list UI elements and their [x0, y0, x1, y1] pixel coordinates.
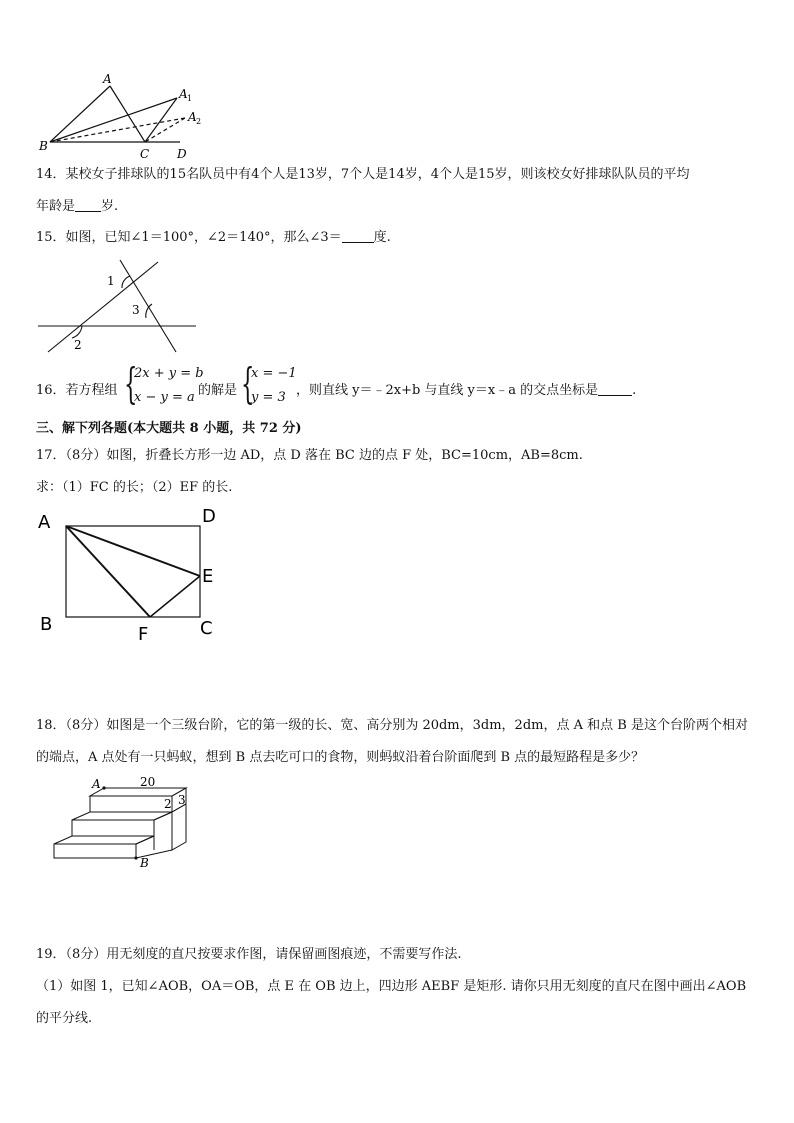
figure-staircase-q18	[46, 776, 196, 868]
question-19-text-3: 的平分线.	[36, 1011, 93, 1026]
answer-blank-14[interactable]	[75, 198, 101, 212]
label-A: A	[38, 512, 51, 533]
label-C: C	[200, 618, 213, 639]
section-3-heading	[36, 420, 302, 438]
label-A: A	[92, 777, 101, 791]
question-16-lead-text: 16．若方程组	[36, 383, 118, 398]
brace-system-2: {	[241, 359, 255, 408]
answer-blank-15[interactable]	[342, 229, 374, 243]
label-A1: A	[179, 87, 188, 101]
label-D: D	[202, 506, 216, 527]
label-width: 3	[178, 793, 186, 807]
question-14	[36, 166, 690, 184]
label-A1-sub: 1	[187, 94, 193, 103]
label-A2-sub: 2	[196, 117, 202, 126]
label-angle-1: 1	[107, 274, 115, 288]
question-17	[36, 447, 583, 465]
question-14-continued	[36, 198, 118, 216]
equation-2: x − y = a	[134, 390, 195, 405]
question-18-line-1	[36, 717, 748, 735]
question-15-text-a: 15．如图，已知∠1＝100°，∠2＝140°，那么∠3＝	[36, 230, 342, 245]
solution-1: x = −1	[251, 366, 297, 381]
question-17-ask	[36, 479, 232, 497]
question-19-line-1	[36, 946, 461, 964]
question-18-text-2: 的端点，A 点处有一只蚂蚁，想到 B 点去吃可口的食物，则蚂蚁沿着台阶面爬到 B 点的最短路程是多少？	[36, 750, 645, 765]
question-19-line-3	[36, 1010, 92, 1028]
equation-1: 2x + y = b	[134, 366, 204, 381]
label-height: 2	[164, 797, 172, 811]
label-C: C	[140, 147, 150, 161]
solution-2: y = 3	[251, 390, 286, 405]
question-14-text-b: 岁.	[101, 199, 119, 214]
figure-rectangle-q17	[34, 504, 224, 646]
label-A2: A	[188, 110, 197, 124]
label-B: B	[140, 856, 149, 868]
label-D: D	[177, 147, 187, 161]
question-17-ask-text: 求：（1）FC 的长；（2）EF 的长.	[36, 480, 233, 495]
question-19-text-2: （1）如图 1，已知∠AOB，OA＝OB，点 E 在 OB 边上，四边形 AEBF 是矩形. 请你只用无刻度的直尺在图中画出∠AOB	[36, 979, 747, 994]
question-16-mid-text: 的解是	[198, 383, 238, 398]
question-14-text: 14．某校女子排球队的15名队员中有4个人是13岁，7个人是14岁，4个人是15岁，则该校女好排球队队员的平均	[36, 167, 690, 182]
question-17-text: 17．（8分）如图，折叠长方形一边 AD，点 D 落在 BC 边的点 F 处，BC=10cm，AB=8cm.	[36, 448, 583, 463]
question-19-text-1: 19．（8分）用无刻度的直尺按要求作图，请保留画图痕迹，不需要写作法.	[36, 947, 462, 962]
question-16-end-text: .	[632, 383, 637, 398]
figure-angles-q15	[34, 252, 204, 356]
label-angle-2: 2	[74, 338, 82, 352]
label-B: B	[39, 139, 48, 153]
label-B: B	[40, 614, 53, 635]
label-A: A	[103, 72, 112, 86]
question-16-mid	[198, 379, 237, 398]
section-3-title: 三、解下列各题(本大题共 8 小题，共 72 分)	[36, 421, 302, 436]
question-16-lead	[36, 379, 118, 398]
question-18-text-1: 18．（8分）如图是一个三级台阶，它的第一级的长、宽、高分别为 20dm，3dm，2dm，点 A 和点 B 是这个台阶两个相对	[36, 718, 748, 733]
question-15	[36, 229, 391, 247]
question-16-tail	[296, 379, 636, 398]
question-19-line-2	[36, 978, 746, 996]
question-16-tail-text: ，则直线 y＝﹣2x+b 与直线 y＝x﹣a 的交点坐标是	[296, 383, 599, 398]
figure-triangles-q13	[30, 72, 220, 164]
question-15-text-b: 度.	[373, 230, 391, 245]
question-14-text-a: 年龄是	[36, 199, 76, 214]
answer-blank-16[interactable]	[598, 382, 632, 396]
label-angle-3: 3	[132, 303, 140, 317]
label-F: F	[138, 624, 149, 645]
label-length: 20	[140, 776, 156, 789]
question-18-line-2	[36, 749, 644, 767]
brace-system-1: {	[124, 359, 138, 408]
label-E: E	[202, 566, 214, 587]
